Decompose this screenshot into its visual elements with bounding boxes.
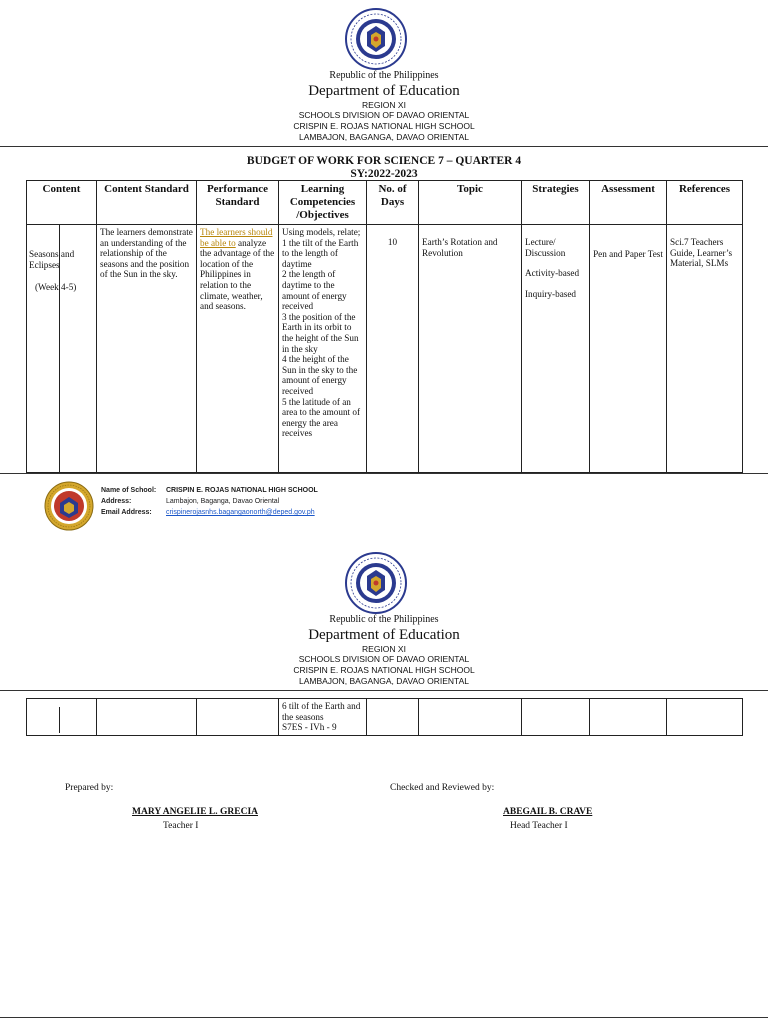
header-strategies: Strategies [522,181,590,225]
address-text: LAMBAJON, BAGANGA, DAVAO ORIENTAL [298,132,470,142]
content-topic: Seasons and Eclipses [29,249,75,270]
page1-bottom-divider [0,473,768,474]
school-year: SY:2022-2023 [350,168,418,180]
document-title: BUDGET OF WORK FOR SCIENCE 7 – QUARTER 4 [246,155,522,167]
lc-intro: Using models, relate; [282,227,361,237]
address-label: Address: [101,498,132,505]
budget-of-work-table [26,180,743,473]
region-text-page2: REGION XI [362,644,406,654]
budget-of-work-table-continued [26,698,743,736]
lc-item-2: 2 the length of daytime to the amount of energy received [282,269,347,312]
deped-seal-icon-page2 [345,552,407,614]
lc-code: S7ES - IVh - 9 [282,722,337,733]
table-row [27,225,743,473]
header-divider-page2 [0,690,768,691]
table-row [27,699,743,736]
header-content-standard: Content Standard [97,181,197,225]
lc-item-3: 3 the position of the Earth in its orbit to the height of the Sun in the sky [282,311,359,354]
department-title: Department of Education [308,83,460,99]
strategy-3: Inquiry-based [525,288,577,299]
prepared-by-label: Prepared by: [65,783,114,793]
header-references: References [667,181,743,225]
cell-content [27,225,97,473]
header-divider [0,146,768,147]
department-title-page2: Department of Education [308,627,460,643]
page2-bottom-divider [0,1017,768,1018]
header-performance-standard: Performance Standard [197,181,279,225]
cell-content-standard-cont [97,699,197,736]
email-link[interactable]: crispinerojasnhs.bagangaonorth@deped.gov.ph [166,509,315,516]
content-inner-divider [59,225,60,472]
school-text: CRISPIN E. ROJAS NATIONAL HIGH SCHOOL [293,121,475,131]
school-name-label: Name of School: [101,487,157,494]
address-value: Lambajon, Baganga, Davao Oriental [166,498,280,505]
lc-item-4: 4 the height of the Sun in the sky to the amount of energy received [282,354,358,396]
region-text: REGION XI [362,100,406,110]
school-logo-icon [44,481,94,531]
email-label: Email Address: [101,509,152,516]
cell-content-cont [27,699,97,736]
division-text-page2: SCHOOLS DIVISION OF DAVAO ORIENTAL [298,654,470,664]
cell-performance-standard [197,225,279,473]
lc-item-1: 1 the tilt of the Earth to the length of daytime [282,237,359,269]
header-topic: Topic [419,181,522,225]
cell-strategies [522,225,590,473]
performance-rest: analyze the advantage of the location of the Philippines in relation to the climate, weather, and seasons. [200,237,275,312]
republic-text: Republic of the Philippines [329,70,439,81]
republic-text-page2: Republic of the Philippines [329,614,439,625]
lc-item-6: 6 tilt of the Earth and the seasons [282,701,361,722]
cell-topic-cont [419,699,522,736]
reviewer-name: ABEGAIL B. CRAVE [503,807,593,817]
performance-highlight: The learners should be able to [200,227,273,248]
strategy-2: Activity-based [525,268,580,279]
content-week: (Week 4-5) [35,282,77,293]
cell-days: 10 [367,225,419,473]
lc-item-5: 5 the latitude of an area to the amount of energy the area receives [282,396,361,439]
checked-by-label: Checked and Reviewed by: [390,783,495,793]
cell-topic: Earth’s Rotation and Revolution [419,225,522,473]
preparer-name: MARY ANGELIE L. GRECIA [132,807,258,817]
school-name-value: CRISPIN E. ROJAS NATIONAL HIGH SCHOOL [166,487,318,494]
header-content: Content [27,181,97,225]
address-text-page2: LAMBAJON, BAGANGA, DAVAO ORIENTAL [298,676,470,686]
cell-assessment-cont [590,699,667,736]
school-text-page2: CRISPIN E. ROJAS NATIONAL HIGH SCHOOL [293,665,475,675]
cell-learning-competencies-cont [279,699,367,736]
cell-strategies-cont [522,699,590,736]
strategy-1: Lecture/ Discussion [525,237,566,258]
table-header-row [27,181,743,225]
content-inner-divider-cont [59,707,60,733]
deped-seal-icon [345,8,407,70]
cell-content-standard: The learners demonstrate an understanding of the relationship of the seasons and the position of the Sun in the sky. [97,225,197,473]
cell-references-cont [667,699,743,736]
header-assessment: Assessment [590,181,667,225]
header-learning-competencies: Learning Competencies /Objectives [279,181,367,225]
division-text: SCHOOLS DIVISION OF DAVAO ORIENTAL [298,110,470,120]
cell-assessment: Pen and Paper Test [590,225,667,473]
reviewer-title: Head Teacher I [510,821,568,831]
cell-days-cont [367,699,419,736]
header-days: No. of Days [367,181,419,225]
cell-references: Sci.7 Teachers Guide, Learner’s Material, SLMs [667,225,743,473]
preparer-title: Teacher I [163,821,199,831]
cell-performance-standard-cont [197,699,279,736]
cell-learning-competencies [279,225,367,473]
